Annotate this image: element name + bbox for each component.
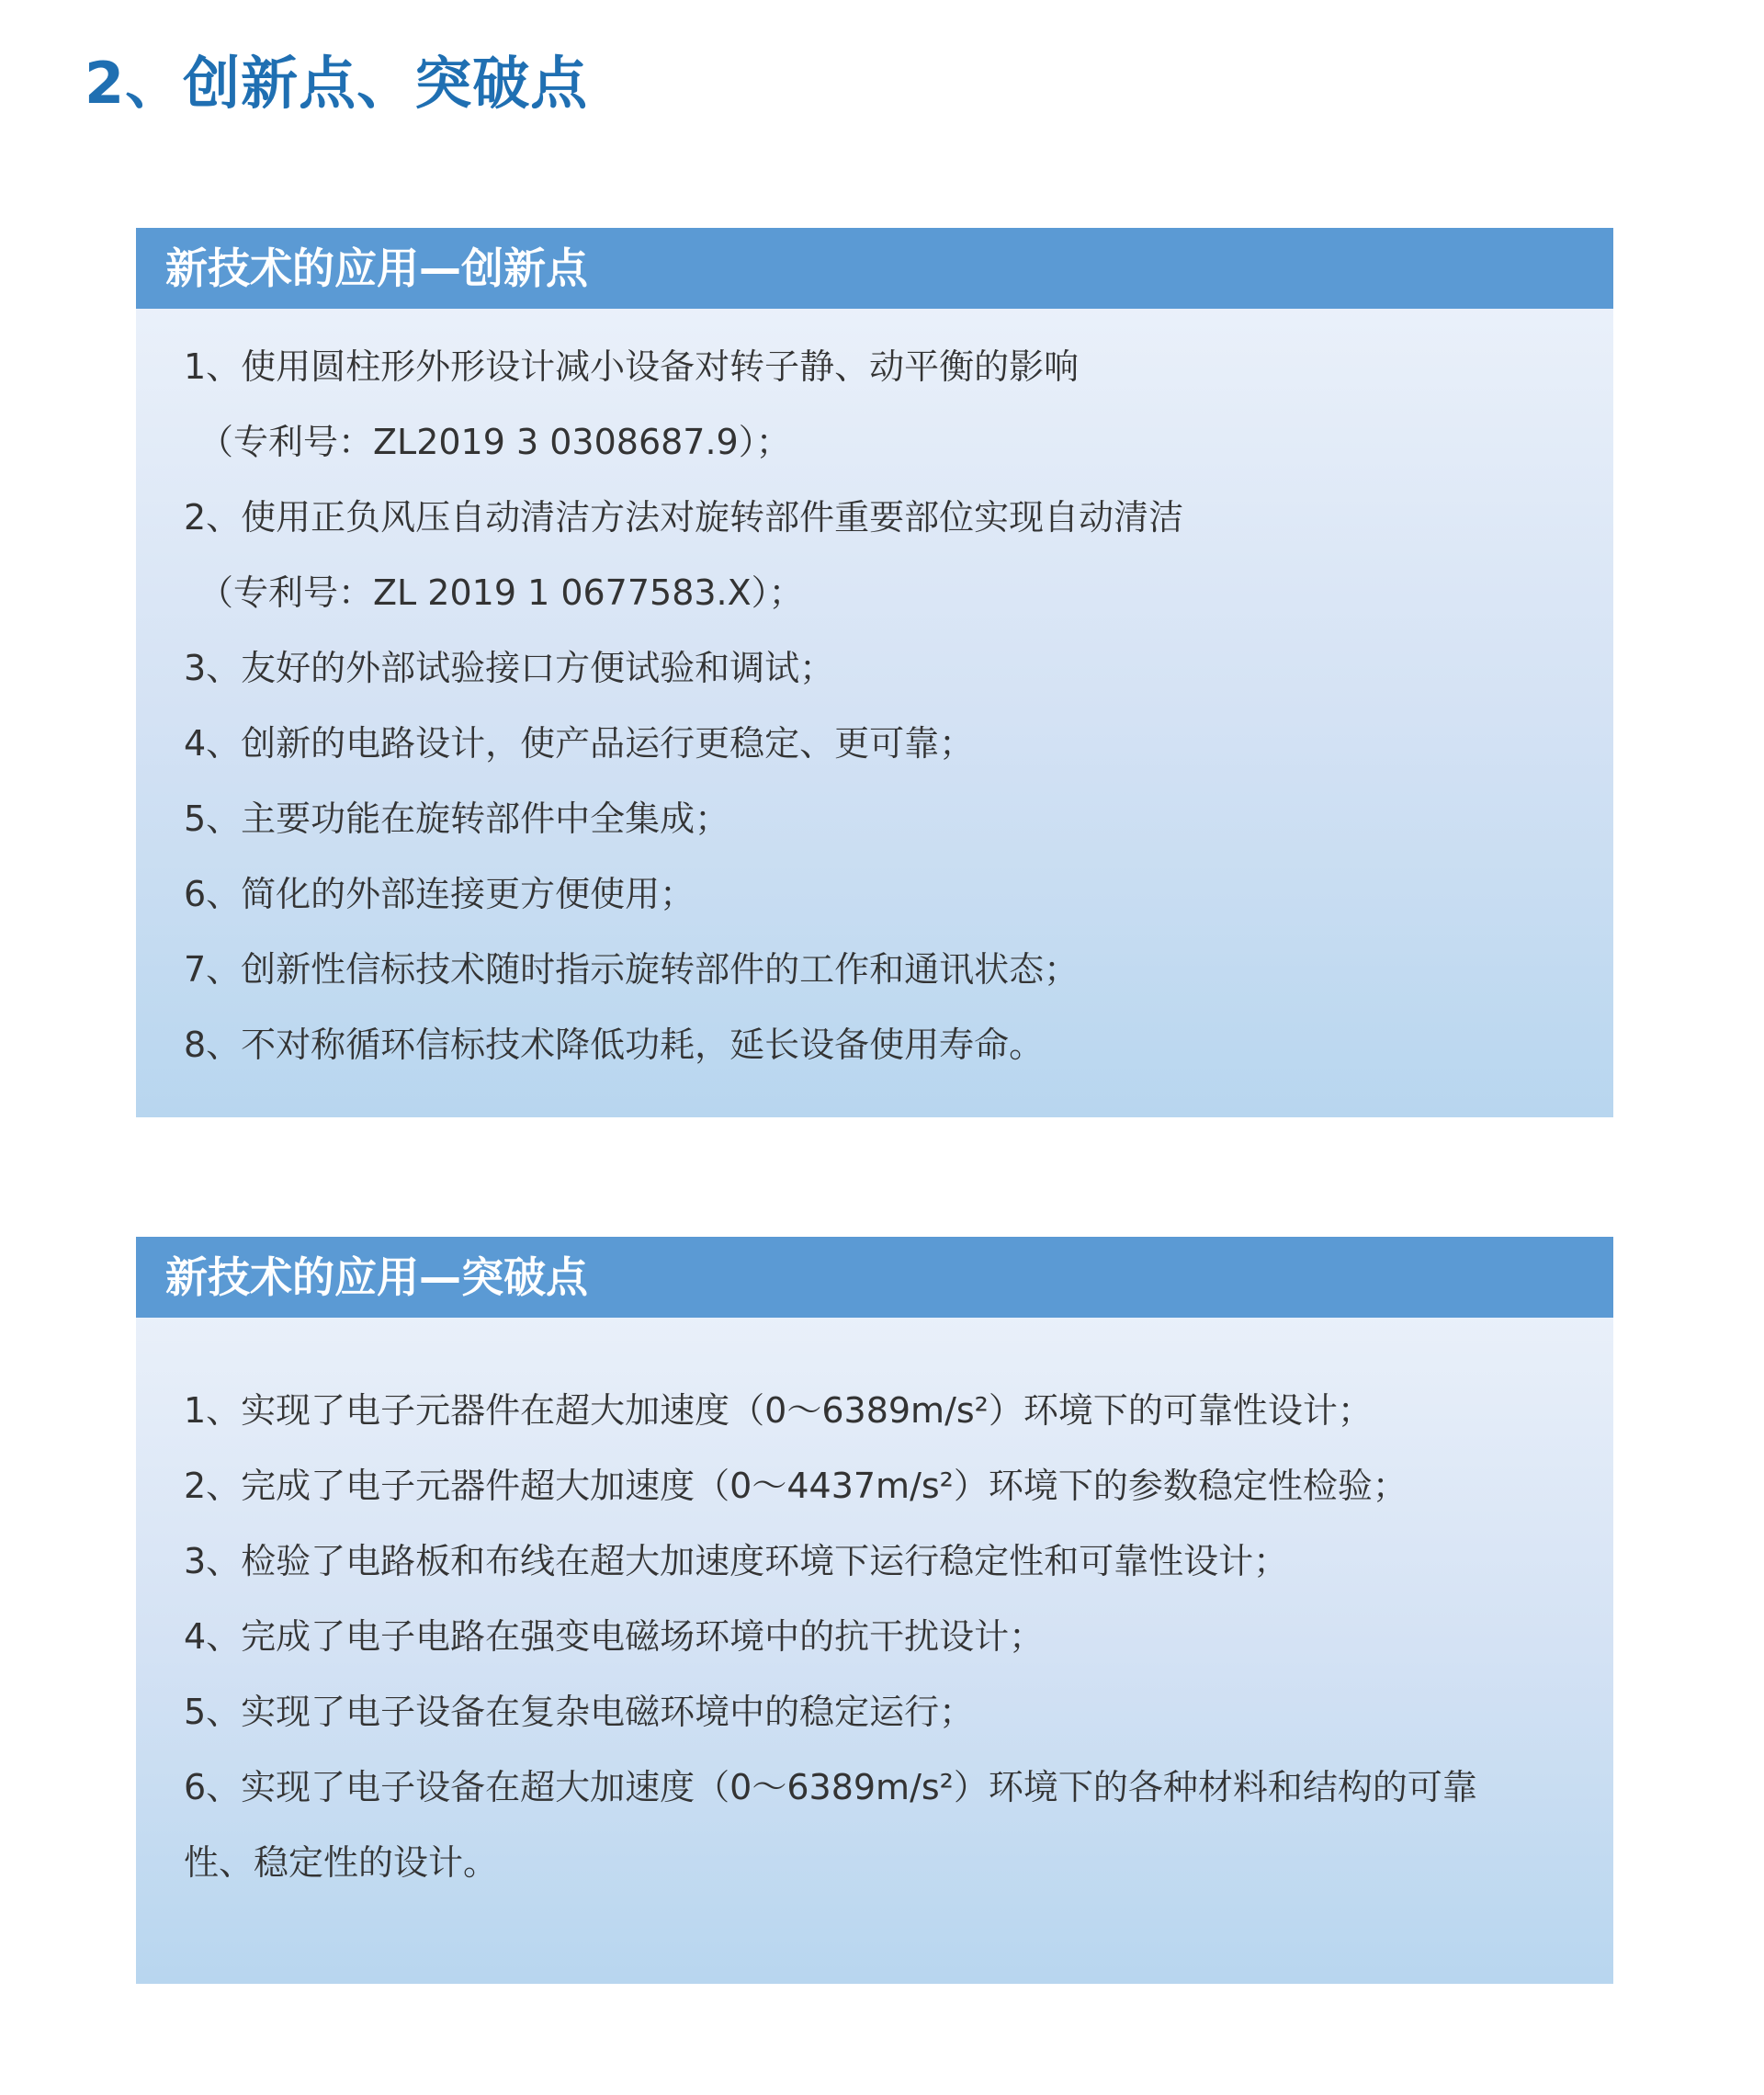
innovation-item-4: 4、创新的电路设计，使产品运行更稳定、更可靠； [184,723,975,764]
breakthrough-list [184,1373,1577,1900]
breakthrough-item-1: 1、实现了电子元器件在超大加速度（0～6389m/s²）环境下的可靠性设计； [184,1390,1373,1431]
breakthrough-item-5: 5、实现了电子设备在复杂电磁环境中的稳定运行； [184,1692,975,1732]
innovation-panel-title: 新技术的应用—创新点 [165,243,588,293]
breakthrough-item-6: 6、实现了电子设备在超大加速度（0～6389m/s²）环境下的各种材料和结构的可靠 [184,1767,1477,1807]
innovation-item-3: 3、友好的外部试验接口方便试验和调试； [184,648,835,688]
innovation-item-6: 6、简化的外部连接更方便使用； [184,874,695,914]
innovation-list [184,329,1577,1082]
innovation-item-8: 8、不对称循环信标技术降低功耗，延长设备使用寿命。 [184,1025,1045,1065]
innovation-panel-header [136,228,1613,309]
breakthrough-panel [136,1237,1613,1984]
innovation-panel [136,228,1613,1117]
innovation-item-2: 2、使用正负风压自动清洁方法对旋转部件重要部位实现自动清洁 [184,497,1184,538]
breakthrough-item-3: 3、检验了电路板和布线在超大加速度环境下运行稳定性和可靠性设计； [184,1541,1289,1581]
innovation-item-2-patent: （专利号：ZL 2019 1 0677583.X）； [198,572,804,613]
breakthrough-panel-title: 新技术的应用—突破点 [165,1252,588,1302]
innovation-item-5: 5、主要功能在旋转部件中全集成； [184,798,730,839]
breakthrough-item-2: 2、完成了电子元器件超大加速度（0～4437m/s²）环境下的参数稳定性检验； [184,1466,1408,1506]
innovation-item-7: 7、创新性信标技术随时指示旋转部件的工作和通讯状态； [184,949,1080,990]
innovation-item-1-patent: （专利号：ZL2019 3 0308687.9）； [198,422,791,462]
innovation-item-1: 1、使用圆柱形外形设计减小设备对转子静、动平衡的影响 [184,346,1080,387]
breakthrough-item-4: 4、完成了电子电路在强变电磁场环境中的抗干扰设计； [184,1616,1045,1657]
page-title: 2、创新点、突破点 [85,50,589,117]
breakthrough-panel-header [136,1237,1613,1318]
breakthrough-item-6-continued: 性、稳定性的设计。 [184,1842,499,1883]
